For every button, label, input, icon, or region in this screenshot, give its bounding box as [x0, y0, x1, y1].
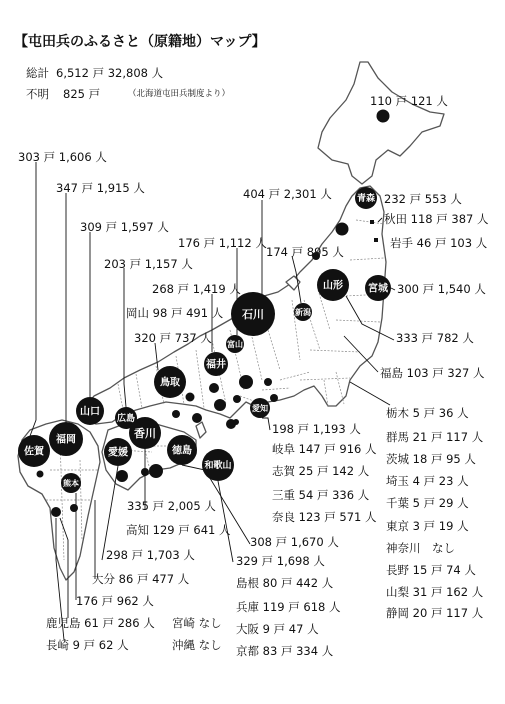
marker-label-kagawa: 香川 [134, 426, 156, 440]
label-nagasaki: 長崎 9 戸 62 人 [46, 638, 129, 652]
marker-label-ehime: 愛媛 [108, 447, 128, 459]
location-dot [37, 471, 44, 478]
location-dot [377, 110, 390, 123]
label-ehime-count: 298 戸 1,703 人 [106, 548, 195, 562]
marker-label-saga: 佐賀 [24, 446, 44, 458]
location-dot [233, 419, 239, 425]
hokkaido-shape [318, 62, 444, 184]
label-niigata-count: 174 戸 895 人 [266, 245, 344, 259]
marker-label-yamaguchi: 山口 [80, 406, 100, 418]
label-kanagawa: 神奈川 なし [386, 541, 455, 555]
label-gunma: 群馬 21 戸 117 人 [386, 430, 484, 444]
label-mie: 三重 54 戸 336 人 [272, 488, 370, 502]
leader-line [102, 466, 118, 560]
label-shimane: 島根 80 戸 442 人 [236, 576, 334, 590]
marker-label-wakayama: 和歌山 [204, 461, 232, 472]
location-dot [51, 507, 61, 517]
label-chiba: 千葉 5 戸 29 人 [386, 496, 469, 510]
label-aomori-count: 232 戸 553 人 [384, 192, 462, 206]
label-fukui-count: 268 戸 1,419 人 [152, 282, 241, 296]
marker-label-hiroshima: 広島 [116, 414, 136, 425]
leader-line [350, 382, 390, 405]
label-iwate: 岩手 46 戸 103 人 [390, 236, 488, 250]
label-akita: 秋田 118 戸 387 人 [384, 212, 489, 226]
leader-line [391, 288, 395, 290]
unknown-label: 不明 [26, 87, 49, 101]
source-note: （北海道屯田兵制度より） [128, 89, 231, 99]
pointer-square [370, 220, 374, 224]
pointer-square [374, 238, 378, 242]
label-kochi: 高知 129 戸 641 人 [126, 523, 231, 537]
label-miyazaki: 宮崎 なし [172, 616, 222, 630]
label-yamaguchi-count: 309 戸 1,597 人 [80, 220, 169, 234]
location-dot [270, 394, 278, 402]
label-kyoto: 京都 83 戸 334 人 [236, 644, 334, 658]
label-okinawa: 沖縄 なし [172, 638, 222, 652]
unknown-value: 825 戸 [63, 87, 101, 101]
label-saga-count: 303 戸 1,606 人 [18, 150, 107, 164]
label-shizuoka: 静岡 20 戸 117 人 [386, 606, 484, 620]
label-gifu: 岐阜 147 戸 916 人 [272, 442, 377, 456]
label-kumamoto-count: 176 戸 962 人 [76, 594, 154, 608]
marker-label-yamagata: 山形 [323, 280, 343, 292]
label-miyagi-count: 300 戸 1,540 人 [397, 282, 486, 296]
label-hiroshima-count: 203 戸 1,157 人 [104, 257, 193, 271]
marker-label-tokushima: 徳島 [172, 445, 192, 457]
total-value: 6,512 戸 32,808 人 [56, 66, 164, 80]
label-yamagata-count: 333 戸 782 人 [396, 331, 474, 345]
location-dot [141, 468, 149, 476]
label-kagawa-count: 335 戸 2,005 人 [127, 499, 216, 513]
marker-label-toyama: 富山 [227, 339, 243, 349]
leader-line [262, 418, 270, 430]
label-oita: 大分 86 戸 477 人 [92, 572, 190, 586]
location-dot [214, 399, 226, 411]
label-nagano: 長野 15 戸 74 人 [386, 563, 476, 577]
label-tottori-count: 320 戸 737 人 [134, 331, 212, 345]
label-fukushima: 福島 103 戸 327 人 [380, 366, 485, 380]
label-toyama-count: 176 戸 1,112 人 [178, 236, 267, 250]
label-tokushima-count: 308 戸 1,670 人 [250, 535, 339, 549]
leader-line [30, 162, 36, 436]
label-kagoshima: 鹿児島 61 戸 286 人 [46, 616, 155, 630]
location-dot [239, 375, 253, 389]
marker-label-aomori: 青森 [356, 194, 376, 205]
marker-label-miyagi: 宮城 [368, 283, 388, 295]
label-tokyo: 東京 3 戸 19 人 [386, 519, 469, 533]
location-dot [264, 378, 272, 386]
marker-label-fukui: 福井 [206, 359, 226, 371]
location-dot [336, 223, 349, 236]
label-yamanashi: 山梨 31 戸 162 人 [386, 585, 484, 599]
marker-label-kumamoto: 熊本 [63, 478, 79, 488]
label-nara: 奈良 123 戸 571 人 [272, 510, 377, 524]
label-hyogo: 兵庫 119 戸 618 人 [236, 600, 341, 614]
label-hokkaido: 110 戸 121 人 [370, 94, 448, 108]
location-dot [192, 413, 202, 423]
marker-label-tottori: 鳥取 [160, 377, 180, 389]
marker-label-ishikawa: 石川 [242, 307, 264, 321]
location-dot [149, 464, 163, 478]
marker-label-aichi: 愛知 [252, 403, 268, 413]
label-wakayama-count: 329 戸 1,698 人 [236, 554, 325, 568]
total-label: 総計 [26, 66, 49, 80]
awaji-island [196, 422, 206, 438]
location-dot [172, 410, 180, 418]
location-dot [186, 393, 195, 402]
label-fukuoka-count: 347 戸 1,915 人 [56, 181, 145, 195]
map-title: 【屯田兵のふるさと（原籍地）マップ】 [14, 34, 266, 50]
label-shiga: 志賀 25 戸 142 人 [272, 464, 370, 478]
location-dot [233, 395, 241, 403]
label-ishikawa-count: 404 戸 2,301 人 [243, 187, 332, 201]
label-ibaraki: 茨城 18 戸 95 人 [386, 452, 476, 466]
label-aichi-count: 198 戸 1,193 人 [272, 422, 361, 436]
location-dot [70, 504, 78, 512]
location-dot [209, 383, 219, 393]
marker-label-niigata: 新潟 [295, 307, 311, 317]
label-tochigi: 栃木 5 戸 36 人 [386, 406, 469, 420]
label-osaka: 大阪 9 戸 47 人 [236, 622, 319, 636]
location-dot [116, 470, 128, 482]
label-saitama: 埼玉 4 戸 23 人 [386, 474, 469, 488]
marker-label-fukuoka: 福岡 [56, 434, 76, 446]
label-okayama: 岡山 98 戸 491 人 [126, 306, 224, 320]
leader-line [218, 481, 233, 562]
